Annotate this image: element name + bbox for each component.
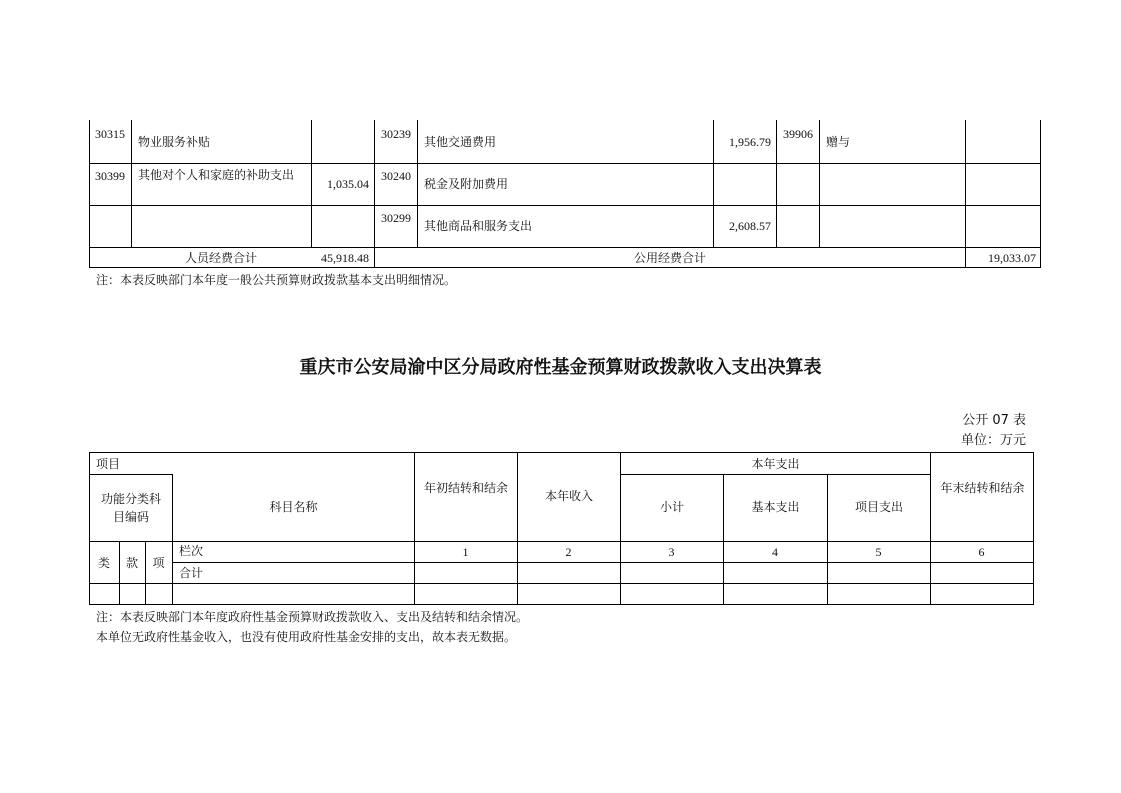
header-item: 项目 (96, 457, 121, 471)
column-number-5: 5 (875, 545, 882, 559)
table-row-1-code1: 30315 (95, 127, 125, 141)
table1-note: 注：本表反映部门本年度一般公共预算财政拨款基本支出明细情况。 (96, 273, 457, 287)
column-number-6: 6 (978, 545, 985, 559)
personnel-total-label: 人员经费合计 (184, 251, 257, 265)
table-row-2-name1: 其他对个人和家庭的补助支出 (138, 168, 295, 182)
table-row-3-code2: 30299 (381, 211, 411, 225)
column-number-4: 4 (772, 545, 778, 559)
table-row-1-name3: 赠与 (826, 135, 851, 149)
public-total-label: 公用经费合计 (633, 251, 706, 265)
table2-no-data-note: 本单位无政府性基金收入，也没有使用政府性基金安排的支出，故本表无数据。 (96, 630, 517, 644)
table-row-1-code2: 30239 (381, 127, 411, 141)
table-row-2-name2: 税金及附加费用 (424, 177, 509, 191)
table-row-3-name2: 其他商品和服务支出 (424, 219, 533, 233)
personnel-total-value: 45,918.48 (321, 251, 369, 265)
table-row-2-amt1: 1,035.04 (327, 177, 369, 191)
table2-note: 注：本表反映部门本年度政府性基金预算财政拨款收入、支出及结转和结余情况。 (96, 610, 529, 624)
page-title: 重庆市公安局渝中区分局政府性基金预算财政拨款收入支出决算表 (299, 357, 822, 378)
table-row-2-code2: 30240 (381, 169, 411, 183)
column-number-1: 1 (462, 545, 469, 559)
table-row-3-amt2: 2,608.57 (729, 219, 771, 233)
form-number: 公开 07 表 (962, 413, 1026, 428)
header-basic: 基本支出 (751, 500, 800, 514)
table-row-1-code3: 39906 (783, 127, 813, 141)
header-subtotal: 小计 (659, 500, 684, 514)
header-xiang: 项 (152, 556, 165, 570)
table-row-1-name2: 其他交通费用 (424, 135, 497, 149)
column-number-2: 2 (565, 545, 572, 559)
table-row-1-amt2: 1,956.79 (729, 135, 771, 149)
header-expense: 本年支出 (751, 457, 800, 471)
header-begin-balance: 年初结转和结余 (423, 481, 508, 495)
header-income: 本年收入 (544, 489, 593, 503)
header-function-code: 功能分类科目编码 (100, 492, 161, 524)
unit-label: 单位：万元 (960, 433, 1026, 448)
column-number-3: 3 (668, 545, 675, 559)
total-row-label: 合计 (179, 566, 204, 580)
header-end-balance: 年末结转和结余 (940, 481, 1025, 495)
header-project: 项目支出 (854, 500, 903, 514)
table-row-2-code1: 30399 (95, 169, 125, 183)
column-number-label: 栏次 (179, 544, 204, 558)
table-row-1-name1: 物业服务补贴 (138, 135, 211, 149)
header-subject-name: 科目名称 (269, 500, 318, 514)
header-kuan: 款 (125, 556, 138, 570)
public-total-value: 19,033.07 (988, 251, 1036, 265)
header-lei: 类 (97, 556, 110, 570)
